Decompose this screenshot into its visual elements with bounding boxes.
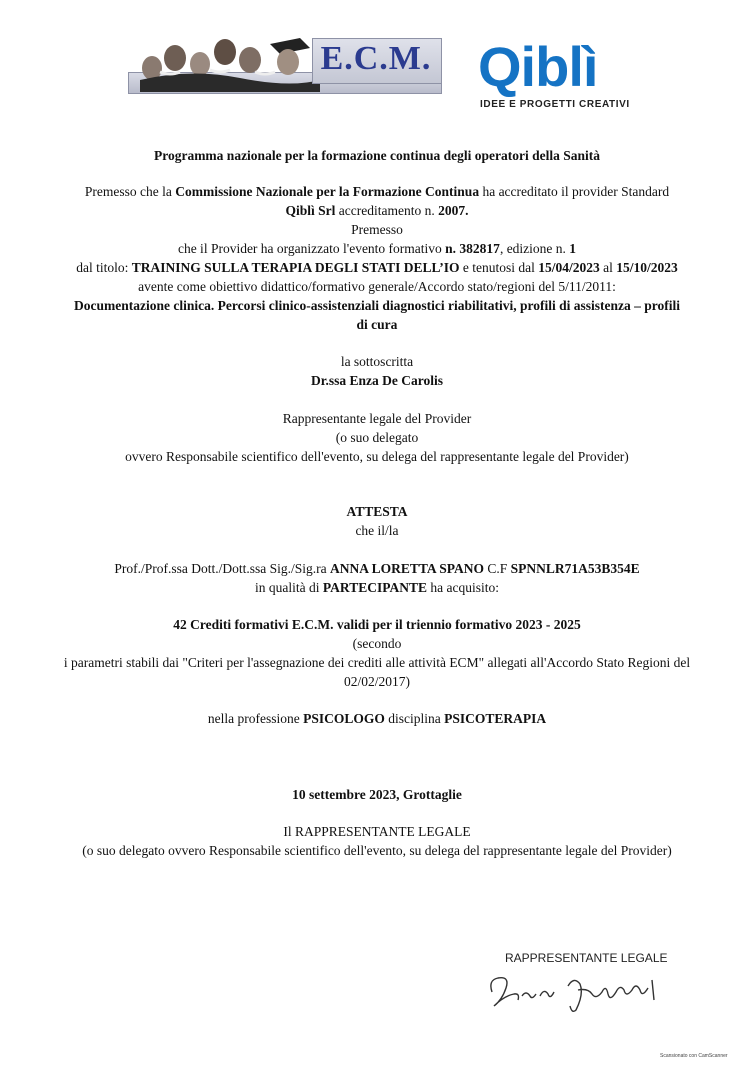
text-fragment: C.F: [484, 561, 511, 576]
ecm-painting-figures: [130, 28, 330, 92]
start-date: 15/04/2023: [538, 260, 600, 275]
title-line: [0, 259, 754, 276]
profession: PSICOLOGO: [303, 711, 385, 726]
profession-line: [0, 710, 754, 727]
signer-intro: la sottoscritta: [340, 354, 414, 369]
text-fragment: , edizione n.: [499, 241, 570, 256]
participant-line: [0, 560, 754, 577]
che-label: che il/la: [355, 523, 399, 538]
legal-title: Il RAPPRESENTANTE LEGALE: [283, 824, 471, 839]
credits-params: i parametri stabili dai "Criteri per l'assegnazione dei crediti alle attività ECM" allegati all'Accordo Stato Regioni del: [63, 655, 691, 670]
qibli-logo-text: Qiblì: [478, 35, 598, 98]
credits-date: 02/02/2017): [344, 674, 410, 689]
credits-main: 42 Crediti formativi E.C.M. validi per il triennio formativo 2023 - 2025: [173, 617, 581, 632]
objective-text-2: di cura: [356, 317, 398, 332]
text-fragment: Premesso che la: [84, 184, 176, 199]
objective-line: avente come obiettivo didattico/formativo generale/Accordo stato/regioni del 5/11/2011:: [138, 279, 616, 294]
text-fragment: Prof./Prof.ssa Dott./Dott.ssa Sig./Sig.ra: [114, 561, 330, 576]
event-number: n. 382817: [445, 241, 500, 256]
attesta-heading: ATTESTA: [346, 504, 408, 519]
fiscal-code: SPNNLR71A53B354E: [510, 561, 640, 576]
text-fragment: che il Provider ha organizzato l'evento formativo: [177, 241, 446, 256]
ecm-logo-text: E.C.M.: [320, 40, 432, 77]
legal-sub: (o suo delegato ovvero Responsabile scientifico dell'evento, su delega del rappresentante legale del Provider): [82, 843, 672, 858]
premesso-label: Premesso: [351, 222, 403, 237]
qualification-line: [0, 579, 754, 596]
participant-name: ANNA LORETTA SPANO: [329, 561, 484, 576]
text-fragment: ha accreditato il provider Standard: [479, 184, 670, 199]
commission-name: Commissione Nazionale per la Formazione Continua: [175, 184, 480, 199]
text-fragment: ha acquisito:: [426, 580, 499, 595]
text-fragment: in qualità di: [255, 580, 323, 595]
handwritten-signature: [484, 966, 674, 1016]
text-fragment: al: [599, 260, 617, 275]
scan-watermark: Scansionato con CamScanner: [660, 1053, 728, 1059]
signer-role-2: (o suo delegato: [335, 430, 419, 445]
signature-label: RAPPRESENTANTE LEGALE: [505, 951, 668, 965]
end-date: 15/10/2023: [616, 260, 678, 275]
text-fragment: disciplina: [384, 711, 445, 726]
text-fragment: e tenutosi dal: [459, 260, 539, 275]
credits-secondo: (secondo: [352, 636, 402, 651]
event-title: TRAINING SULLA TERAPIA DEGLI STATI DELL’IO: [131, 260, 460, 275]
signer-name: Dr.ssa Enza De Carolis: [310, 373, 443, 388]
provider-name: Qiblì Srl: [285, 203, 336, 218]
place-date: 10 settembre 2023, Grottaglie: [292, 787, 462, 802]
text-fragment: dal titolo:: [76, 260, 132, 275]
qibli-logo-tagline: IDEE E PROGETTI CREATIVI: [480, 99, 630, 110]
signer-role-3: ovvero Responsabile scientifico dell'evento, su delega del rappresentante legale del Provider): [125, 449, 629, 464]
signer-role-1: Rappresentante legale del Provider: [282, 411, 472, 426]
objective-text-1: Documentazione clinica. Percorsi clinico-assistenziali diagnostici riabilitativi, profili di assistenza – profili: [74, 298, 680, 313]
premesso-line-1: [0, 183, 754, 200]
text-fragment: accreditamento n.: [335, 203, 439, 218]
discipline: PSICOTERAPIA: [444, 711, 547, 726]
document-heading: Programma nazionale per la formazione continua degli operatori della Sanità: [153, 148, 601, 163]
event-line: [0, 240, 754, 257]
participant-role: PARTECIPANTE: [322, 580, 427, 595]
text-fragment: nella professione: [207, 711, 304, 726]
accreditation-number: 2007.: [438, 203, 469, 218]
provider-line: [0, 202, 754, 219]
edition-number: 1: [569, 241, 577, 256]
